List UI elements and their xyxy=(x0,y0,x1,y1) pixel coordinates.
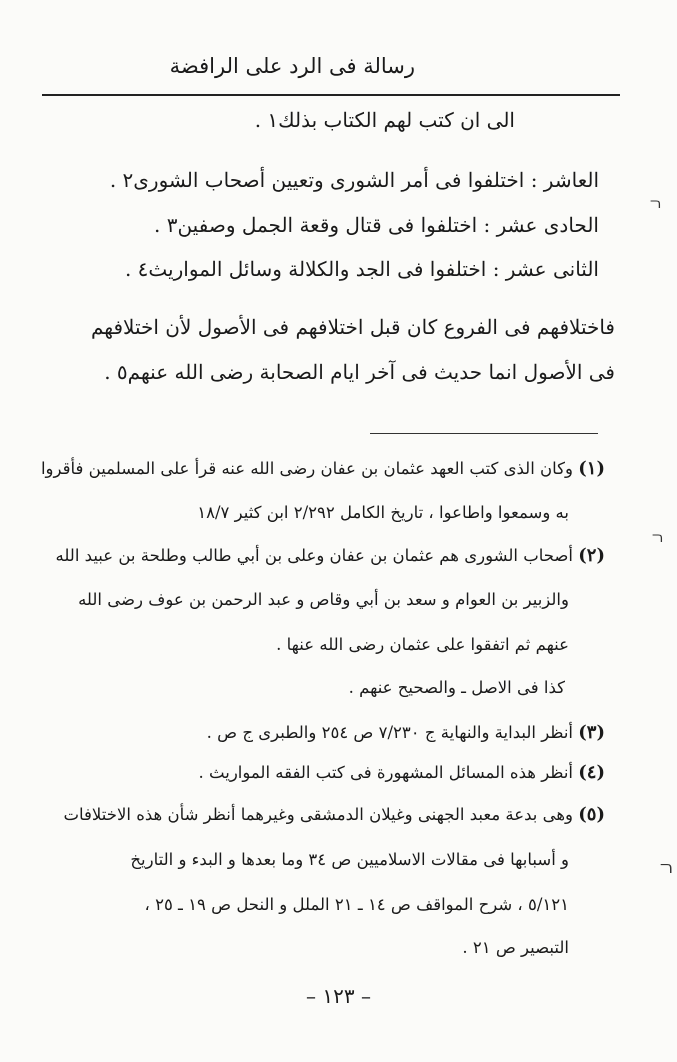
body-line-4: الثانى عشر : اختلفوا فى الجد والكلالة وسائل المواريث٤ . xyxy=(124,257,599,281)
footnote-line-11 xyxy=(145,895,570,914)
footnote-text: ٥/١٢١ ، شرح المواقف ص ١٤ ـ ٢١ الملل و النحل ص ١٩ ـ ٢٥ ، xyxy=(144,895,569,914)
footnote-number: (٥) xyxy=(578,804,605,825)
footnote-text: أصحاب الشورى هم عثمان بن عفان وعلى بن أبي طالب وطلحة بن عبيد الله xyxy=(55,546,574,565)
footnote-number: (٢) xyxy=(578,545,605,566)
footnote-text: أنظر البداية والنهاية ج ٧/٢٣٠ ص ٢٥٤ والطبرى ج ص . xyxy=(206,723,574,742)
page-number: – ١٢٣ – xyxy=(306,984,371,1008)
footnote-line-8 xyxy=(199,762,605,783)
body-line-3: الحادى عشر : اختلفوا فى قتال وقعة الجمل وصفين٣ . xyxy=(153,213,599,237)
footnote-line-1 xyxy=(41,458,605,479)
footnote-line-2 xyxy=(197,503,569,522)
body-line-1: الى ان كتب لهم الكتاب بذلك١ . xyxy=(254,108,515,132)
footnote-text: التبصير ص ٢١ . xyxy=(462,938,569,957)
footnote-line-12 xyxy=(462,938,569,957)
body-line-5: فاختلافهم فى الفروع كان قبل اختلافهم فى الأصول لأن اختلافهم xyxy=(90,315,615,339)
margin-tick-mark: ﬧ xyxy=(652,530,664,546)
footnote-text: كذا فى الاصل ـ والصحيح عنهم . xyxy=(348,678,565,697)
margin-tick-mark: ﬧ xyxy=(660,858,673,877)
running-head: رسالة فى الرد على الرافضة xyxy=(169,54,415,78)
footnote-text: وهى بدعة معبد الجهنى وغيلان الدمشقى وغيرهما أنظر شأن هذه الاختلافات xyxy=(63,805,574,824)
footnote-text: به وسمعوا واطاعوا ، تاريخ الكامل ٢/٢٩٢ ابن كثير ١٨/٧ xyxy=(197,503,569,522)
footnote-line-4 xyxy=(78,590,569,609)
footnote-line-3 xyxy=(56,545,606,566)
footnote-rule xyxy=(370,433,598,434)
body-line-6: فى الأصول انما حديث فى آخر ايام الصحابة رضى الله عنهم٥ . xyxy=(104,360,615,384)
margin-tick-mark: ﬧ xyxy=(650,196,662,212)
footnote-text: و أسبابها فى مقالات الاسلاميين ص ٣٤ وما بعدها و البدء و التاريخ xyxy=(130,850,569,869)
footnote-line-7 xyxy=(207,722,605,743)
footnote-line-6 xyxy=(349,678,565,697)
footnote-number: (١) xyxy=(578,458,605,479)
footnote-number: (٣) xyxy=(578,722,605,743)
footnote-number: (٤) xyxy=(578,762,605,783)
footnote-line-10 xyxy=(130,850,569,869)
footnote-text: عنهم ثم اتفقوا على عثمان رضى الله عنها . xyxy=(276,635,569,654)
footnote-line-9 xyxy=(63,804,605,825)
body-line-2: العاشر : اختلفوا فى أمر الشورى وتعيين أصحاب الشورى٢ . xyxy=(109,168,599,192)
footnote-text: وكان الذى كتب العهد عثمان بن عفان رضى الله عنه قرأ على المسلمين فأقروا xyxy=(40,459,574,478)
header-rule xyxy=(42,94,620,96)
footnote-text: أنظر هذه المسائل المشهورة فى كتب الفقه المواريث . xyxy=(198,763,574,782)
footnote-line-5 xyxy=(276,635,569,654)
footnote-text: والزبير بن العوام و سعد بن أبي وقاص و عبد الرحمن بن عوف رضى الله xyxy=(78,590,569,609)
